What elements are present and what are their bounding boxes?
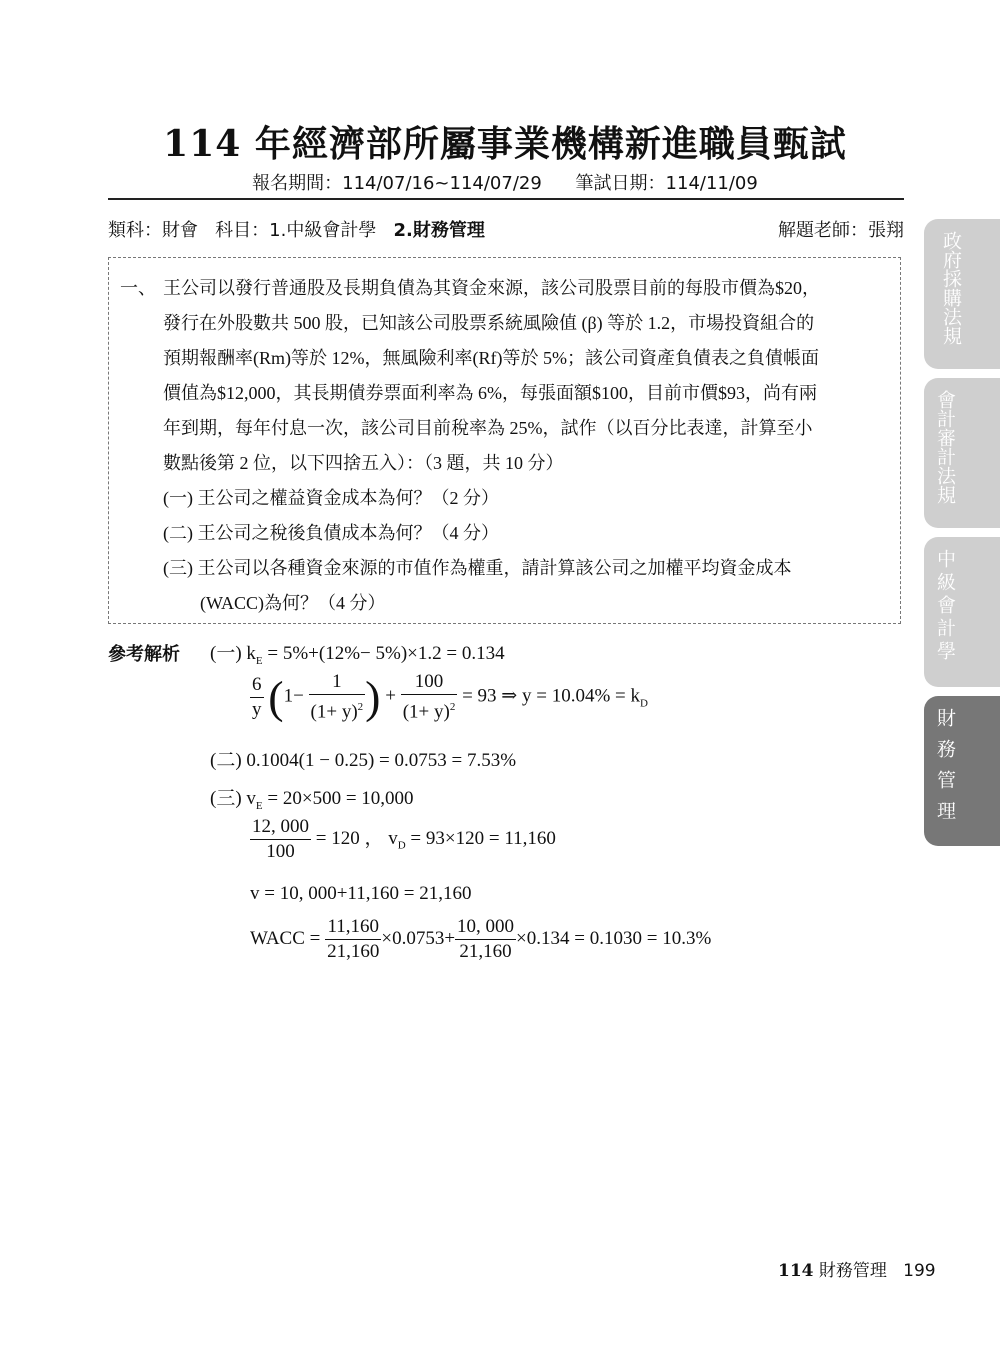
page-footer <box>778 1256 936 1281</box>
sub-d: D <box>397 839 406 852</box>
part-number: (三) <box>210 788 242 809</box>
wacc-label: WACC = <box>250 927 321 949</box>
answer-part-3 <box>210 783 414 812</box>
plus: + <box>385 685 396 707</box>
sub-e: E <box>255 799 263 812</box>
bond-count-equation <box>250 815 556 864</box>
denominator: 21,160 <box>459 941 512 962</box>
question-line: 發行在外股數共 500 股，已知該公司股票系統風險值 (β) 等於 1.2，市場投資組合的 <box>163 313 815 333</box>
v-symbol: v <box>246 788 256 809</box>
numerator: 11,160 <box>325 915 381 940</box>
question-line: 預期報酬率(Rm)等於 12%，無風險利率(Rf)等於 5%；該公司資產負債表之負債帳面 <box>163 348 819 368</box>
right-paren: ) <box>365 671 381 723</box>
bond-equation <box>250 670 648 724</box>
fraction <box>309 670 366 724</box>
sub-question-1: (一) 王公司之權益資金成本為何？（2 分） <box>163 488 499 508</box>
header-rule <box>108 198 904 200</box>
numerator: 100 <box>401 670 458 695</box>
denominator: 21,160 <box>327 941 380 962</box>
exponent: 2 <box>449 701 456 713</box>
footer-number: 114 <box>778 1261 814 1281</box>
numerator: 1 <box>309 670 366 695</box>
one-minus: 1− <box>283 685 304 707</box>
subject-bold: 2.財務管理 <box>393 220 485 241</box>
numerator: 10, 000 <box>455 915 516 940</box>
k-symbol: k <box>246 643 256 664</box>
equation: 0.1004(1 − 0.25) = 0.0753 = 7.53% <box>246 750 517 771</box>
sub-e: E <box>255 654 263 667</box>
tab-government-procurement[interactable] <box>924 219 1000 369</box>
sub-question-3: (三) 王公司以各種資金來源的市值作為權重，請計算該公司之加權平均資金成本 <box>163 558 792 578</box>
denominator: y <box>252 698 262 720</box>
fraction <box>455 915 516 964</box>
tab-label: 中級會計學 <box>934 549 956 664</box>
page-number: 199 <box>903 1261 936 1281</box>
tab-label: 財務管理 <box>934 708 956 832</box>
denominator: 100 <box>266 841 295 862</box>
question-line: 價值為$12,000，其長期債券票面利率為 6%，每張面額$100，目前市價$93，尚有兩 <box>163 383 817 403</box>
left-paren: ( <box>268 671 284 723</box>
exam-title: 114 年經濟部所屬事業機構新進職員甄試 <box>163 123 847 165</box>
v-symbol: v <box>388 827 398 849</box>
sub-question-3-cont: (WACC)為何？（4 分） <box>200 593 386 613</box>
answer-part-1 <box>210 638 505 667</box>
question-line: 數點後第 2 位，以下四捨五入）：（3 題，共 10 分） <box>163 453 564 473</box>
numerator: 6 <box>250 673 264 698</box>
fraction <box>250 815 311 864</box>
exam-date: 筆試日期：114/11/09 <box>575 173 758 194</box>
teacher: 解題老師：張翔 <box>778 220 904 241</box>
equation: ×0.134 = 0.1030 = 10.3% <box>516 927 712 949</box>
registration-period: 報名期間：114/07/16~114/07/29 <box>252 173 542 194</box>
fraction <box>250 673 264 722</box>
tab-financial-management[interactable] <box>924 696 1000 846</box>
equation: = 20×500 = 10,000 <box>267 788 414 809</box>
question-line: 王公司以發行普通股及長期負債為其資金來源，該公司股票目前的每股市價為$20， <box>163 278 820 298</box>
equation-rest: = 93 ⇒ y = 10.04% = k <box>462 685 640 707</box>
part-number: (二) <box>210 750 242 771</box>
tab-accounting-audit-law[interactable] <box>924 378 1000 528</box>
numerator: 12, 000 <box>250 815 311 840</box>
tab-intermediate-accounting[interactable] <box>924 537 1000 687</box>
sub-d: D <box>640 697 648 710</box>
equation: = 120 ， <box>315 827 384 849</box>
fraction <box>325 915 381 964</box>
wacc-equation <box>250 915 711 964</box>
equation: = 93×120 = 11,160 <box>410 827 556 849</box>
equation: = 5%+(12%− 5%)×1.2 = 0.134 <box>267 643 505 664</box>
exam-dates <box>0 169 1000 195</box>
tab-label: 政府採購法規 <box>940 231 962 345</box>
answer-label: 參考解析 <box>108 644 180 665</box>
exponent: 2 <box>357 701 364 713</box>
total-value-equation: v = 10, 000+11,160 = 21,160 <box>250 883 472 904</box>
fraction <box>401 670 458 724</box>
subject-prefix: 科目：1.中級會計學 <box>215 220 377 241</box>
equation: ×0.0753+ <box>381 927 456 949</box>
denominator <box>401 695 458 724</box>
subject-meta <box>108 216 904 242</box>
question-number: 一、 <box>120 278 156 299</box>
denominator <box>309 695 366 724</box>
sub-question-2: (二) 王公司之稅後負債成本為何？（4 分） <box>163 523 499 543</box>
question-line: 年到期，每年付息一次，該公司目前稅率為 25%，試作（以百分比表達，計算至小 <box>163 418 813 438</box>
tab-label: 會計審計法規 <box>934 390 956 504</box>
denominator-text: (1+ y) <box>402 701 450 723</box>
category: 類科：財會 <box>108 220 198 241</box>
answer-part-2 <box>210 745 516 772</box>
denominator-text: (1+ y) <box>310 701 358 723</box>
part-number: (一) <box>210 643 242 664</box>
footer-section: 財務管理 <box>818 1261 887 1281</box>
